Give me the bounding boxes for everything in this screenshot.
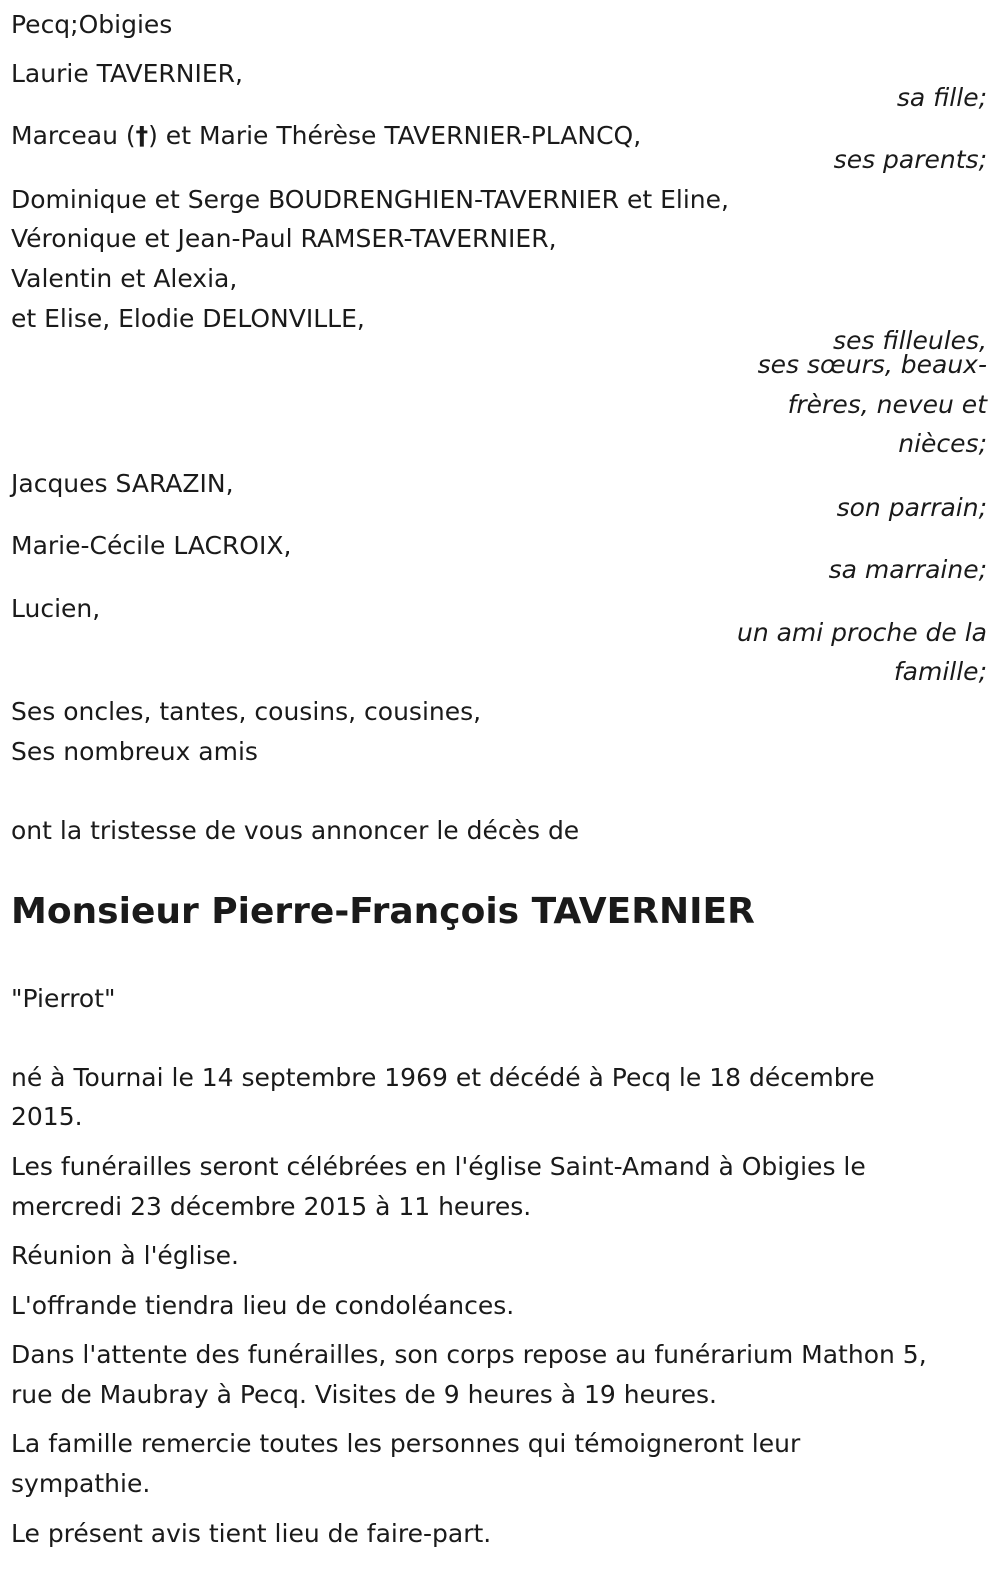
friend-name: Lucien,: [11, 594, 101, 623]
siblings-role-line: ses sœurs, beaux-: [757, 350, 987, 379]
godmother-role: sa marraine;: [828, 555, 987, 584]
funeral-line: Les funérailles seront célébrées en l'église Saint-Amand à Obigies le: [11, 1152, 866, 1181]
parents-role: ses parents;: [833, 145, 987, 174]
cross-icon: †: [135, 121, 149, 150]
notice-line: Le présent avis tient lieu de faire-part.: [11, 1519, 492, 1548]
sibling-line: Véronique et Jean-Paul RAMSER-TAVERNIER,: [11, 224, 557, 253]
deceased-name: Monsieur Pierre-François TAVERNIER: [11, 891, 755, 932]
parents-name-pre: Marceau (: [11, 121, 136, 150]
sibling-line: Dominique et Serge BOUDRENGHIEN-TAVERNIER et Eline,: [11, 185, 729, 214]
birth-death-line: 2015.: [11, 1102, 83, 1131]
funeral-line: mercredi 23 décembre 2015 à 11 heures.: [11, 1192, 532, 1221]
godfather-name: Jacques SARAZIN,: [11, 469, 234, 498]
viewing-line: Dans l'attente des funérailles, son corps repose au funérarium Mathon 5,: [11, 1340, 927, 1369]
sibling-line: et Elise, Elodie DELONVILLE,: [11, 304, 365, 333]
thanks-line: La famille remercie toutes les personnes qui témoigneront leur: [11, 1429, 801, 1458]
siblings-role-line: nièces;: [898, 429, 987, 458]
viewing-line: rue de Maubray à Pecq. Visites de 9 heures à 19 heures.: [11, 1380, 717, 1409]
daughter-role: sa fille;: [896, 83, 987, 112]
offering-info: L'offrande tiendra lieu de condoléances.: [11, 1291, 515, 1320]
extended-family-line: Ses nombreux amis: [11, 737, 258, 766]
friend-role-line: un ami proche de la: [736, 618, 987, 647]
parents-names: [11, 116, 641, 156]
meeting-info: Réunion à l'église.: [11, 1241, 239, 1270]
location-header: Pecq;Obigies: [11, 10, 173, 39]
nickname: "Pierrot": [11, 984, 116, 1013]
siblings-role-line: frères, neveu et: [787, 390, 987, 419]
siblings-role-line: ses filleules,: [833, 326, 987, 355]
friend-role-line: famille;: [893, 657, 987, 686]
parents-name-post: ) et Marie Thérèse TAVERNIER-PLANCQ,: [148, 121, 642, 150]
godmother-name: Marie-Cécile LACROIX,: [11, 531, 292, 560]
thanks-line: sympathie.: [11, 1469, 151, 1498]
daughter-name: Laurie TAVERNIER,: [11, 59, 243, 88]
godfather-role: son parrain;: [836, 493, 987, 522]
extended-family-line: Ses oncles, tantes, cousins, cousines,: [11, 697, 482, 726]
announcement-intro: ont la tristesse de vous annoncer le décès de: [11, 816, 580, 845]
sibling-line: Valentin et Alexia,: [11, 264, 238, 293]
birth-death-line: né à Tournai le 14 septembre 1969 et décédé à Pecq le 18 décembre: [11, 1063, 875, 1092]
